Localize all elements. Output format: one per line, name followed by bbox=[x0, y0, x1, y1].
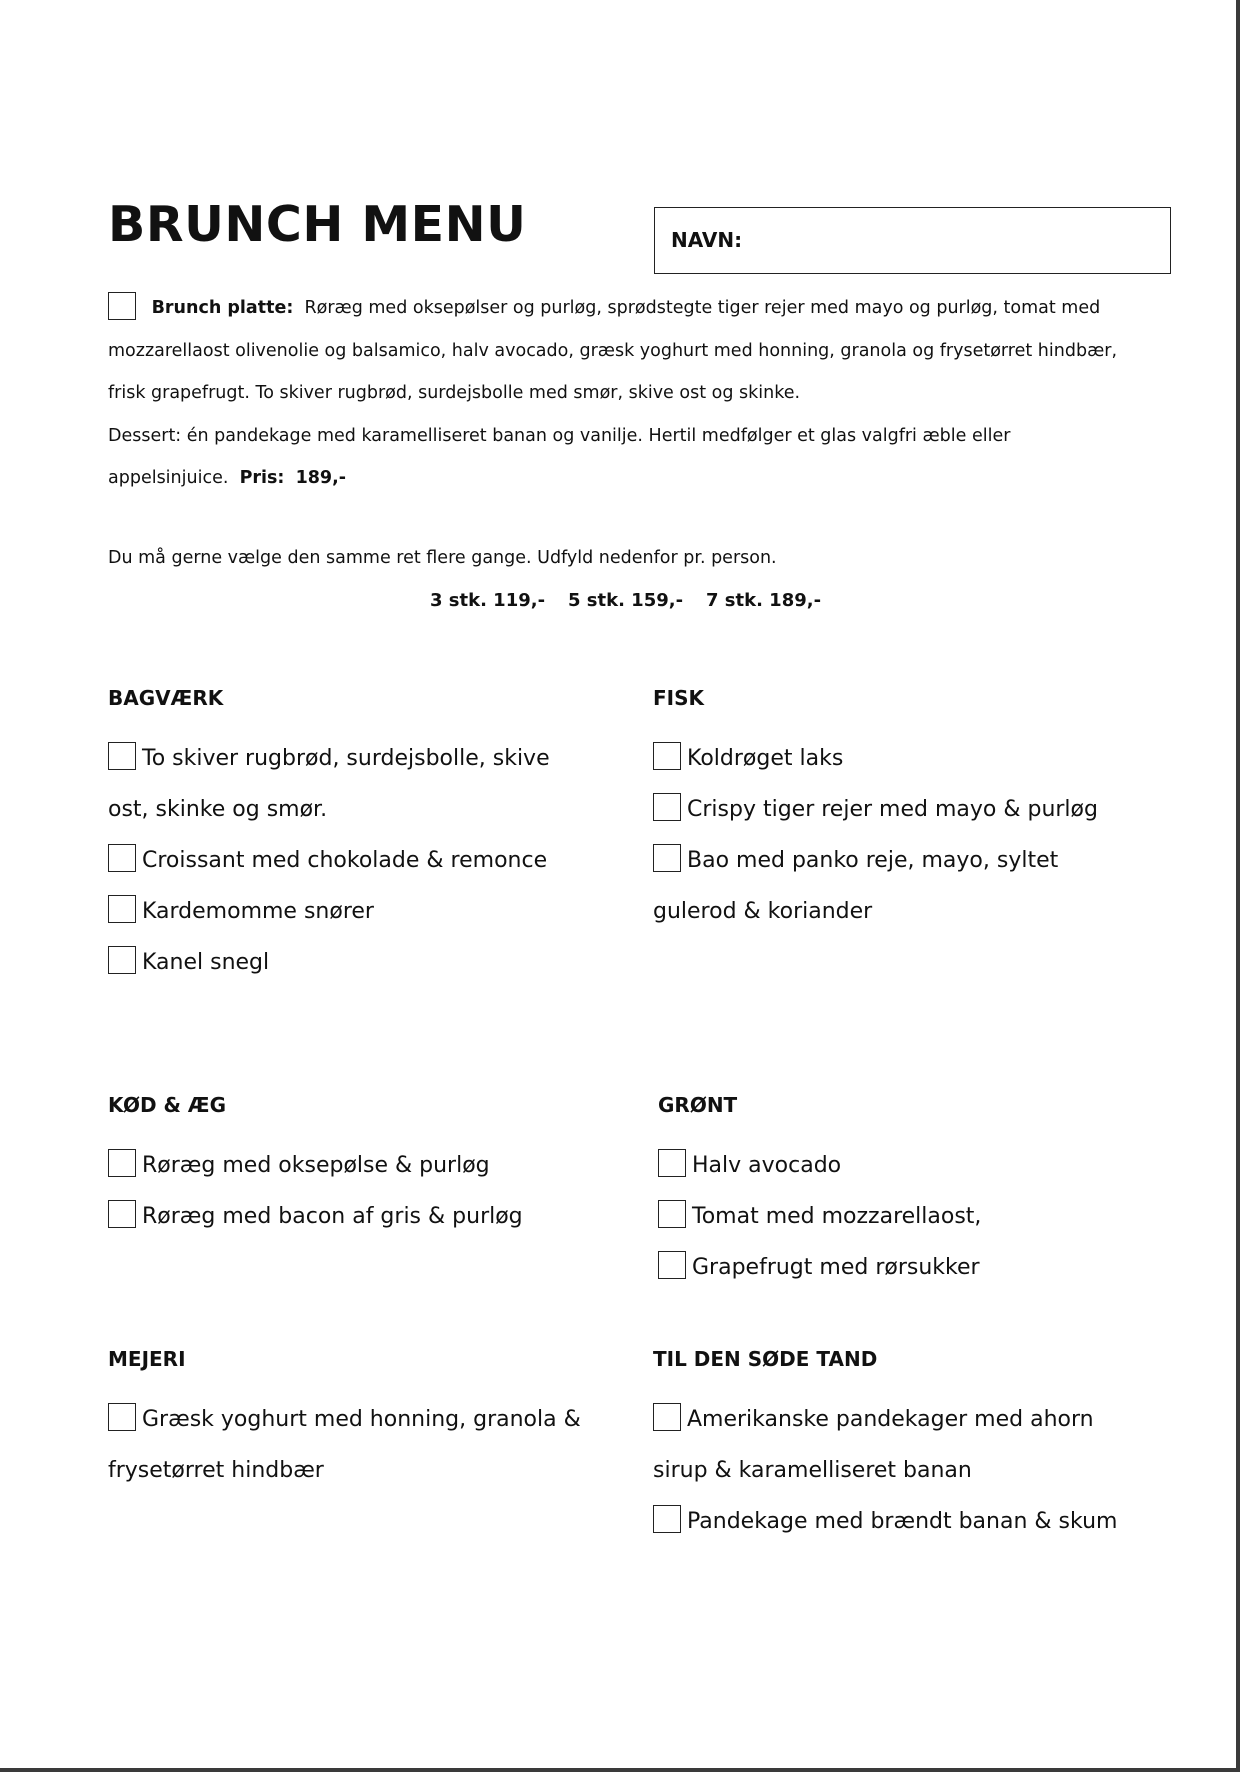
item-label: Croissant med chokolade & remonce bbox=[142, 848, 548, 873]
item-label: Halv avocado bbox=[692, 1153, 842, 1178]
menu-item bbox=[658, 1242, 1158, 1293]
price-value: 189,- bbox=[295, 468, 347, 488]
item-checkbox[interactable] bbox=[653, 1505, 681, 1533]
item-label: Græsk yoghurt med honning, granola & bbox=[142, 1407, 581, 1432]
item-checkbox[interactable] bbox=[653, 844, 681, 872]
item-label-continued: ost, skinke og smør. bbox=[108, 797, 328, 822]
section-heading: MEJERI bbox=[108, 1347, 186, 1371]
brunch-platter-description bbox=[108, 287, 1138, 500]
brunch-platter-checkbox[interactable] bbox=[108, 292, 136, 320]
item-label-continued: gulerod & koriander bbox=[653, 899, 873, 924]
menu-item bbox=[653, 835, 1153, 937]
name-label: NAVN: bbox=[671, 228, 743, 252]
price-label: Pris: bbox=[239, 468, 285, 488]
item-label: Tomat med mozzarellaost, bbox=[692, 1204, 982, 1229]
menu-item bbox=[653, 784, 1153, 835]
item-label: Røræg med oksepølse & purløg bbox=[142, 1153, 490, 1178]
menu-item bbox=[108, 1394, 608, 1496]
section-sode-tand bbox=[653, 1342, 1213, 1547]
item-label: Amerikanske pandekager med ahorn bbox=[687, 1407, 1094, 1432]
item-checkbox[interactable] bbox=[653, 742, 681, 770]
item-checkbox[interactable] bbox=[108, 1200, 136, 1228]
item-checkbox[interactable] bbox=[108, 742, 136, 770]
page-title: BRUNCH MENU bbox=[108, 196, 527, 253]
section-kod-aeg bbox=[108, 1088, 608, 1242]
instruction-note: Du må gerne vælge den samme ret flere gange. Udfyld nedenfor pr. person. bbox=[108, 548, 777, 568]
item-checkbox[interactable] bbox=[108, 895, 136, 923]
section-heading: BAGVÆRK bbox=[108, 686, 224, 710]
price-tier-3: 3 stk. 119,- bbox=[430, 590, 546, 611]
item-checkbox[interactable] bbox=[658, 1200, 686, 1228]
item-label: Grapefrugt med rørsukker bbox=[692, 1255, 980, 1280]
item-label: Pandekage med brændt banan & skum bbox=[687, 1509, 1118, 1534]
item-label: Crispy tiger rejer med mayo & purløg bbox=[687, 797, 1098, 822]
section-heading: KØD & ÆG bbox=[108, 1093, 227, 1117]
menu-item bbox=[108, 1191, 608, 1242]
item-checkbox[interactable] bbox=[108, 1403, 136, 1431]
menu-item bbox=[108, 886, 608, 937]
menu-item bbox=[653, 733, 1153, 784]
section-bagvaerk bbox=[108, 681, 608, 988]
section-heading: GRØNT bbox=[658, 1093, 738, 1117]
section-heading: TIL DEN SØDE TAND bbox=[653, 1347, 878, 1371]
menu-item bbox=[108, 733, 608, 835]
item-checkbox[interactable] bbox=[108, 946, 136, 974]
section-fisk bbox=[653, 681, 1153, 937]
item-label: Kardemomme snører bbox=[142, 899, 374, 924]
item-label-continued: sirup & karamelliseret banan bbox=[653, 1458, 972, 1483]
menu-item bbox=[108, 1140, 608, 1191]
menu-item bbox=[108, 937, 608, 988]
platter-label: Brunch platte: bbox=[151, 298, 294, 318]
item-checkbox[interactable] bbox=[653, 1403, 681, 1431]
menu-item bbox=[658, 1140, 1158, 1191]
platter-text: Røræg med oksepølser og purløg, sprødstegte tiger rejer med mayo og purløg, tomat med mozzarellaost olivenolie og balsamico, halv avocado, græsk yoghurt med honning, granola og frysetørret hindbær, frisk grapefrugt. To skiver rugbrød, surdejsbolle med smør, skive ost og skinke. bbox=[108, 298, 1118, 403]
item-label: Koldrøget laks bbox=[687, 746, 844, 771]
price-tier-5: 5 stk. 159,- bbox=[568, 590, 684, 611]
item-label: To skiver rugbrød, surdejsbolle, skive bbox=[142, 746, 550, 771]
item-checkbox[interactable] bbox=[658, 1251, 686, 1279]
section-heading: FISK bbox=[653, 686, 705, 710]
menu-item bbox=[653, 1496, 1213, 1547]
price-tier-7: 7 stk. 189,- bbox=[706, 590, 822, 611]
name-field[interactable] bbox=[654, 207, 1171, 274]
item-checkbox[interactable] bbox=[658, 1149, 686, 1177]
section-mejeri bbox=[108, 1342, 608, 1496]
item-checkbox[interactable] bbox=[108, 844, 136, 872]
item-label: Kanel snegl bbox=[142, 950, 270, 975]
item-checkbox[interactable] bbox=[108, 1149, 136, 1177]
item-label: Røræg med bacon af gris & purløg bbox=[142, 1204, 523, 1229]
item-checkbox[interactable] bbox=[653, 793, 681, 821]
menu-item bbox=[658, 1191, 1158, 1242]
item-label: Bao med panko reje, mayo, syltet bbox=[687, 848, 1059, 873]
menu-item bbox=[108, 835, 608, 886]
item-label-continued: frysetørret hindbær bbox=[108, 1458, 324, 1483]
section-gront bbox=[658, 1088, 1158, 1293]
dessert-text: Dessert: én pandekage med karamelliseret banan og vanilje. Hertil medfølger et glas valgfri æble eller appelsinjuice. bbox=[108, 425, 1011, 488]
menu-item bbox=[653, 1394, 1213, 1496]
